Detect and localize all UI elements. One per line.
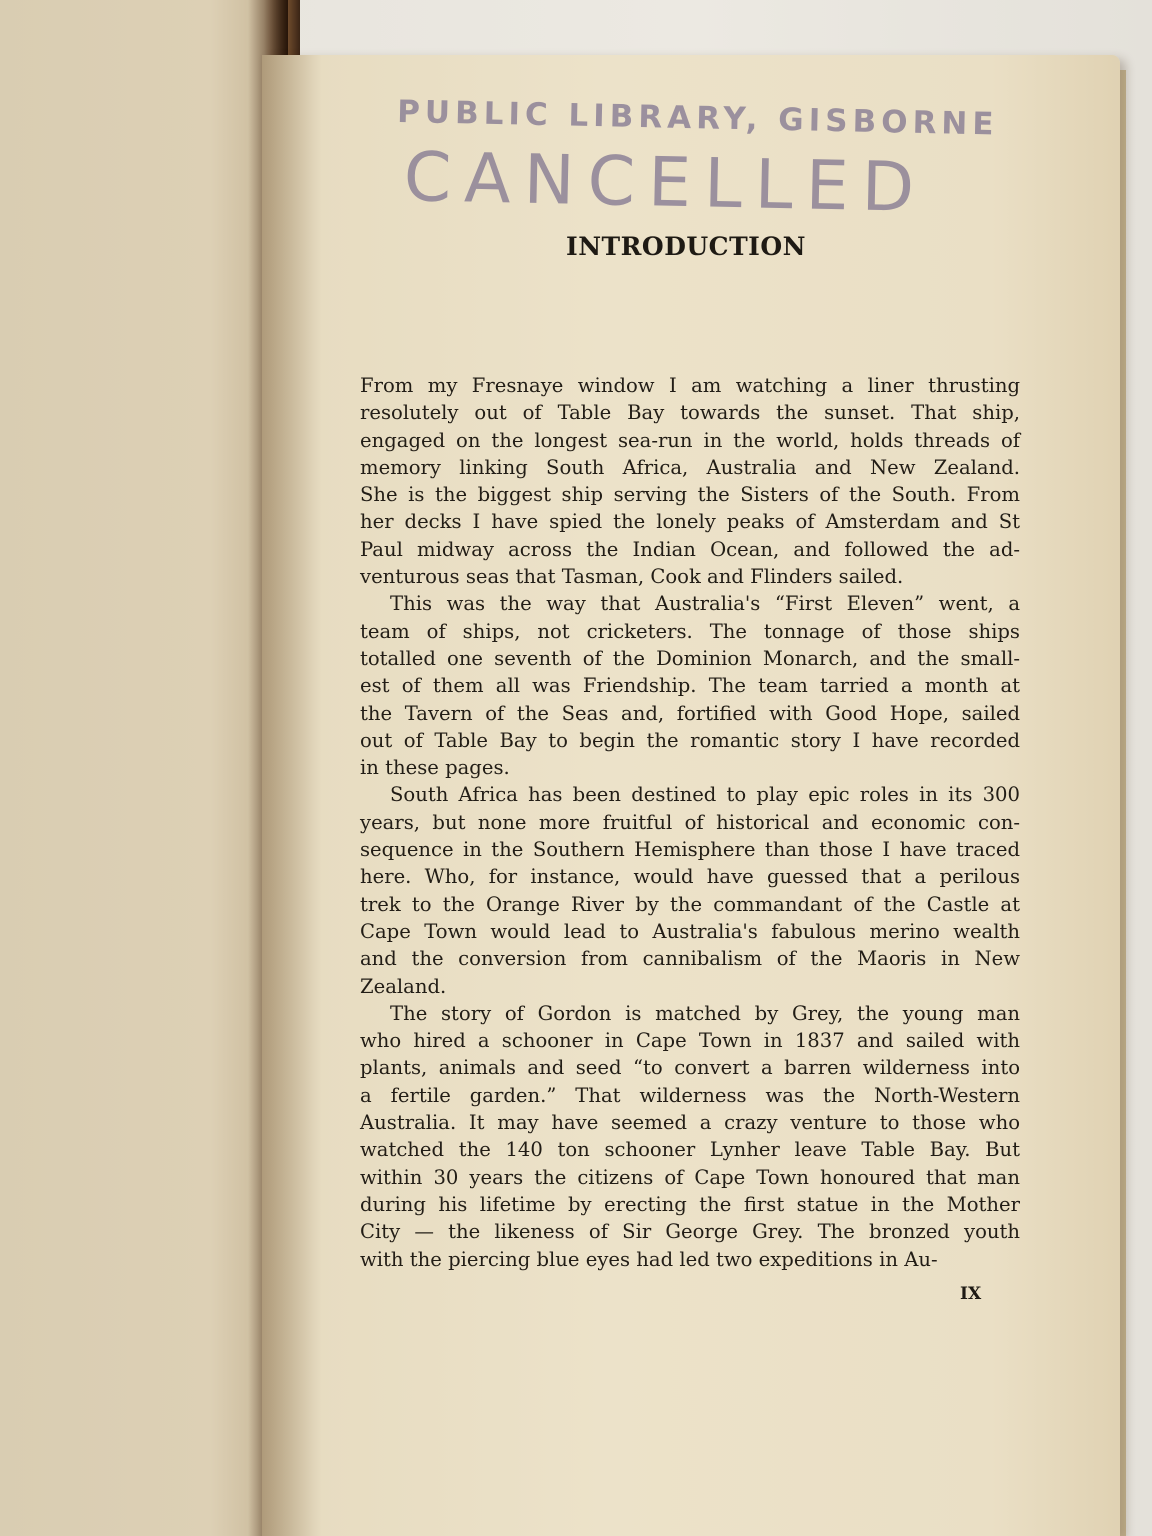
text-line: Cape Town would lead to Australia's fabulous merino wealth	[360, 919, 1020, 943]
gutter-shadow	[262, 55, 322, 1536]
text-line: totalled one seventh of the Dominion Monarch, and the small-	[360, 646, 1020, 670]
text-line: during his lifetime by erecting the first statue in the Mother	[360, 1192, 1020, 1216]
text-line: City — the likeness of Sir George Grey. The bronzed youth	[360, 1220, 1020, 1244]
text-line: From my Fresnaye window I am watching a liner thrusting	[360, 374, 1020, 397]
text-line: years, but none more fruitful of historical and economic con-	[360, 810, 1020, 834]
text-line: a fertile garden.” That wilderness was the North-Western	[360, 1083, 1020, 1107]
text-line: the Tavern of the Seas and, fortified with Good Hope, sailed	[360, 701, 1020, 725]
paragraph	[360, 372, 1020, 590]
text-line: The story of Gordon is matched by Grey, the young man	[390, 1001, 1020, 1025]
text-line: out of Table Bay to begin the romantic story I have recorded	[360, 728, 1020, 752]
text-line: here. Who, for instance, would have guessed that a perilous	[360, 865, 1020, 889]
text-line: Australia. It may have seemed a crazy venture to those who	[360, 1111, 1020, 1135]
text-line: Paul midway across the Indian Ocean, and followed the ad-	[360, 537, 1020, 561]
body-text	[360, 372, 1020, 1273]
text-line: venturous seas that Tasman, Cook and Flinders sailed.	[360, 565, 904, 589]
text-line: sequence in the Southern Hemisphere than those I have traced	[360, 838, 1020, 862]
chapter-heading: INTRODUCTION	[566, 232, 807, 261]
stamp-library-name: PUBLIC LIBRARY, GISBORNE	[396, 93, 999, 143]
page-number: IX	[960, 1284, 982, 1304]
text-line: with the piercing blue eyes had led two expeditions in Au-	[360, 1247, 938, 1271]
text-line: resolutely out of Table Bay towards the sunset. That ship,	[360, 401, 1020, 425]
text-line: memory linking South Africa, Australia and New Zealand.	[360, 455, 1020, 479]
text-line: and the conversion from cannibalism of the Maoris in New	[360, 947, 1020, 971]
text-line: within 30 years the citizens of Cape Town honoured that man	[360, 1165, 1020, 1189]
text-line: Zealand.	[360, 974, 447, 998]
paragraph	[360, 590, 1020, 781]
stamp-cancelled: CANCELLED	[402, 138, 928, 229]
text-line: team of ships, not cricketers. The tonnage of those ships	[360, 619, 1020, 643]
paragraph	[360, 781, 1020, 999]
library-stamp	[376, 90, 999, 251]
text-line: watched the 140 ton schooner Lynher leave Table Bay. But	[360, 1138, 1020, 1162]
text-line: plants, animals and seed “to convert a barren wilderness into	[360, 1056, 1020, 1080]
text-line: trek to the Orange River by the commandant of the Castle at	[360, 892, 1020, 916]
text-line: in these pages.	[360, 756, 510, 780]
text-line: South Africa has been destined to play epic roles in its 300	[390, 783, 1020, 807]
text-line: She is the biggest ship serving the Sisters of the South. From	[360, 483, 1020, 507]
text-line: This was the way that Australia's “First Eleven” went, a	[390, 592, 1020, 616]
text-line: engaged on the longest sea-run in the world, holds threads of	[360, 428, 1020, 452]
text-line: who hired a schooner in Cape Town in 1837 and sailed with	[360, 1029, 1020, 1053]
text-line: her decks I have spied the lonely peaks of Amsterdam and St	[360, 510, 1020, 534]
text-line: est of them all was Friendship. The team tarried a month at	[360, 674, 1020, 698]
paragraph	[360, 1000, 1020, 1273]
